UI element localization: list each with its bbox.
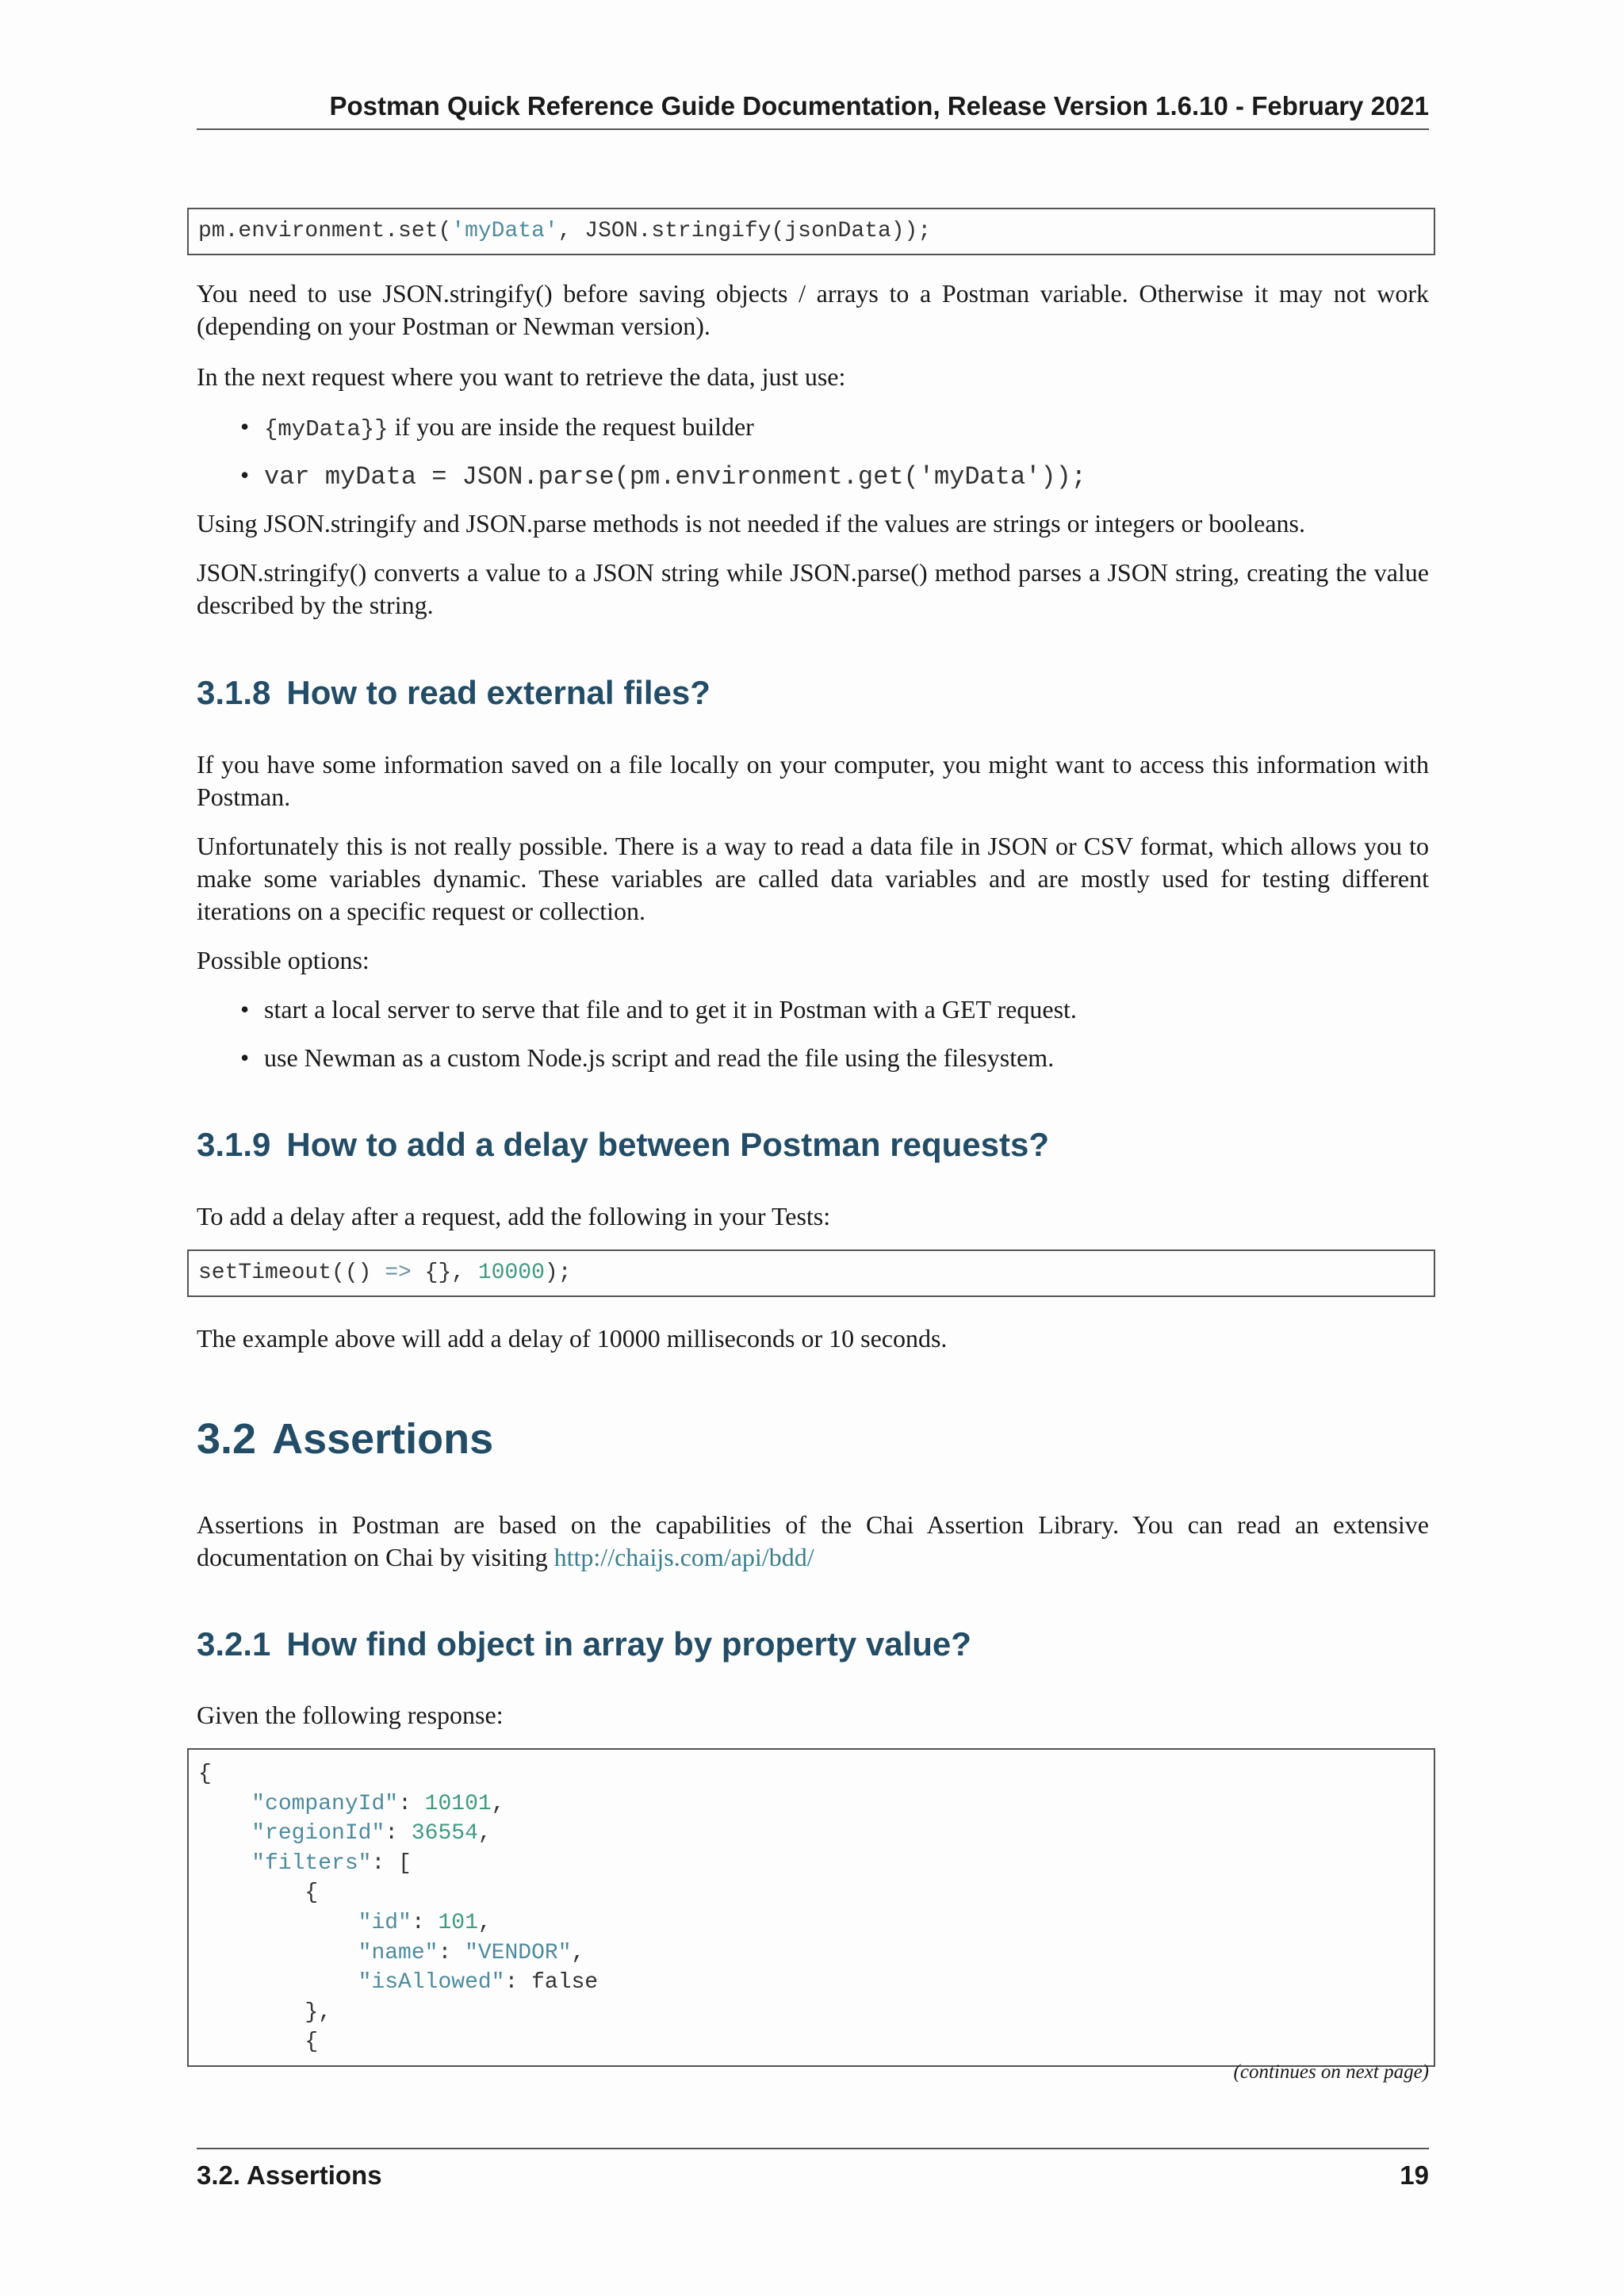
bullet-icon: • — [240, 995, 250, 1024]
code-punct: { — [304, 2030, 319, 2055]
json-boolean: false — [531, 1970, 599, 1996]
paragraph-assertions — [197, 1509, 1429, 1574]
code-block-set-environment — [187, 208, 1435, 255]
code-number: 10000 — [477, 1261, 545, 1285]
section-heading-3-2 — [197, 1414, 493, 1464]
code-line: "name": "VENDOR", — [358, 1940, 585, 1965]
code-operator: => — [385, 1261, 412, 1285]
paragraph-next-request: In the next request where you want to retrieve the data, just use: — [197, 362, 846, 391]
running-header: Postman Quick Reference Guide Documentation, Release Version 1.6.10 - February 2021 — [197, 89, 1429, 130]
page-number: 19 — [1400, 2160, 1429, 2190]
paragraph-example: The example above will add a delay of 10000 milliseconds or 10 seconds. — [197, 1324, 948, 1353]
paragraph-unfortunately: Unfortunately this is not really possible. There is a way to read a data file in JSON or CSV format, which allows you to make some variables dynamic. These variables are called data variables and are mostly used for testing different iterations on a specific request or collection. — [197, 832, 1429, 925]
bullet-icon: • — [240, 1043, 250, 1072]
code-line — [198, 1878, 1424, 1908]
document-page — [197, 0, 1429, 2296]
list-item-text: start a local server to serve that file and to get it in Postman with a GET request. — [264, 995, 1077, 1024]
paragraph-not-needed: Using JSON.stringify and JSON.parse methods is not needed if the values are strings or integers or booleans. — [197, 509, 1305, 538]
bullet-icon: • — [240, 412, 250, 441]
list-item — [197, 993, 1429, 1042]
section-number: 3.2 — [197, 1415, 257, 1463]
json-key: "filters" — [251, 1850, 372, 1876]
code-text: pm.environment.set( — [198, 219, 452, 243]
code-line: "isAllowed": false — [358, 1970, 599, 1996]
code-block-json-response — [187, 1748, 1435, 2067]
code-text: , JSON.stringify(jsonData)); — [557, 219, 932, 243]
section-number: 3.1.9 — [197, 1126, 271, 1163]
inline-code: var myData = JSON.parse(pm.environment.get('myData')); — [264, 462, 1086, 492]
code-punct: { — [304, 1881, 319, 1906]
paragraph-delay: To add a delay after a request, add the following in your Tests: — [197, 1202, 831, 1230]
list-item — [197, 459, 1429, 507]
running-footer — [197, 2148, 1429, 2191]
code-punct: [ — [398, 1850, 412, 1876]
json-key: "name" — [358, 1940, 439, 1965]
inline-code: {myData}} — [264, 416, 389, 442]
bullet-icon: • — [240, 461, 250, 489]
bullet-list-options — [197, 993, 1429, 1090]
code-text: ); — [544, 1261, 572, 1285]
section-title: How to read external files? — [286, 674, 710, 711]
list-item-text: use Newman as a custom Node.js script and read the file using the filesystem. — [264, 1043, 1055, 1072]
paragraph-converts: JSON.stringify() converts a value to a JSON string while JSON.parse() method parses a JSON string, creating the value described by the string. — [197, 558, 1429, 619]
footer-section: 3.2. Assertions — [197, 2160, 382, 2190]
section-heading-3-1-9 — [197, 1126, 1049, 1164]
code-line: "id": 101, — [358, 1910, 492, 1935]
json-key: "regionId" — [251, 1821, 385, 1846]
continues-note: (continues on next page) — [1233, 2061, 1429, 2083]
paragraph-text: Assertions in Postman are based on the capabilities of the Chai Assertion Library. You can read an extensive documentation on Chai by visiting — [197, 1510, 1429, 1571]
code-line: "companyId": 10101, — [251, 1791, 505, 1816]
code-punct: }, — [304, 1999, 332, 2025]
json-number: 36554 — [411, 1821, 478, 1846]
code-line — [198, 2027, 1424, 2057]
code-text: {}, — [411, 1261, 478, 1285]
code-line: "regionId": 36554, — [251, 1821, 492, 1846]
list-item — [197, 1042, 1429, 1090]
section-title: How find object in array by property value? — [286, 1625, 971, 1663]
paragraph-stringify: You need to use JSON.stringify() before saving objects / arrays to a Postman variable. Otherwise it may not work (depending on your Postman or Newman version). — [197, 279, 1429, 340]
list-item-text: if you are inside the request builder — [388, 412, 754, 441]
section-title: Assertions — [272, 1415, 494, 1463]
code-punct: { — [198, 1762, 212, 1786]
list-item — [197, 411, 1429, 459]
json-key: "id" — [358, 1910, 412, 1935]
json-string: "VENDOR" — [465, 1940, 572, 1965]
section-heading-3-2-1 — [197, 1625, 971, 1663]
json-key: "companyId" — [251, 1791, 399, 1816]
section-number: 3.1.8 — [197, 674, 271, 711]
section-heading-3-1-8 — [197, 674, 710, 712]
section-title: How to add a delay between Postman requests? — [286, 1126, 1049, 1163]
code-text: setTimeout(() — [198, 1261, 385, 1285]
json-key: "isAllowed" — [358, 1970, 505, 1996]
section-number: 3.2.1 — [197, 1625, 271, 1663]
paragraph-options: Possible options: — [197, 946, 370, 974]
json-number: 10101 — [424, 1791, 492, 1816]
paragraph-info-saved: If you have some information saved on a file locally on your computer, you might want to access this information with Postman. — [197, 750, 1429, 811]
code-string: 'myData' — [451, 219, 558, 243]
code-line: "filters": [ — [251, 1850, 412, 1876]
paragraph-given: Given the following response: — [197, 1701, 504, 1729]
chai-docs-link[interactable]: http://chaijs.com/api/bdd/ — [553, 1543, 814, 1571]
code-line — [198, 1998, 1424, 2028]
json-number: 101 — [438, 1910, 478, 1935]
code-block-settimeout — [187, 1249, 1435, 1297]
bullet-list-retrieve — [197, 411, 1429, 507]
code-line — [198, 1759, 1424, 1789]
